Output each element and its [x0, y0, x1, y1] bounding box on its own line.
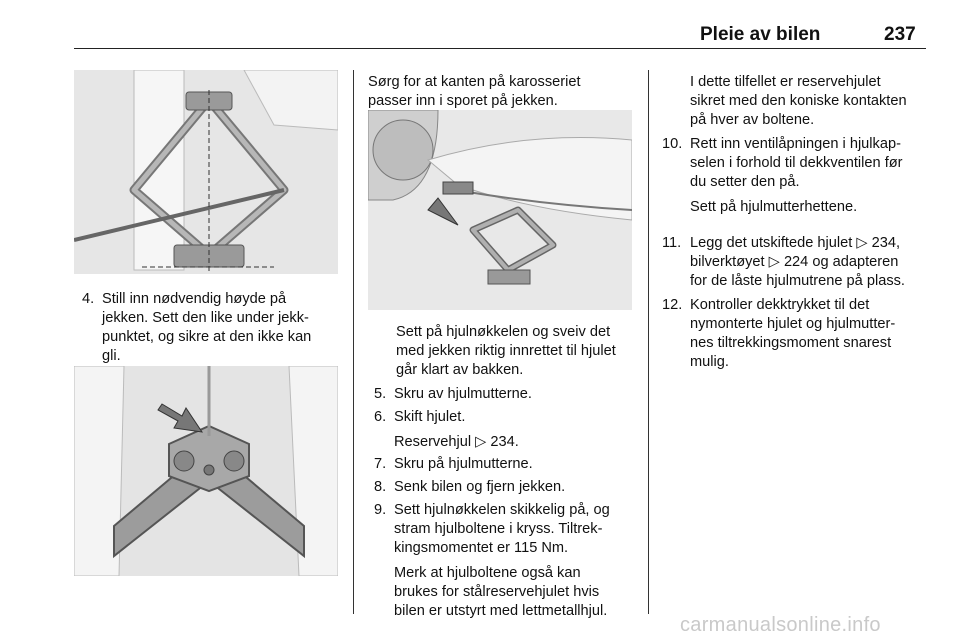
- step-text-line: stram hjulboltene i kryss. Tiltrek-: [394, 521, 603, 537]
- scissor-jack-illustration: [74, 70, 338, 274]
- step-number: 12.: [662, 297, 683, 313]
- figure-jack-under-sill: [368, 110, 632, 310]
- figure-jack-head: [74, 366, 338, 576]
- paragraph-line: sikret med den koniske kontakten: [690, 93, 907, 109]
- step-text-line: gli.: [102, 348, 121, 364]
- step-text-line: kingsmomentet er 115 Nm.: [394, 540, 569, 556]
- step-text-line: Kontroller dekktrykket til det: [690, 297, 870, 313]
- column-divider-1: [353, 70, 354, 614]
- header-rule: [74, 48, 926, 49]
- step-text: Skru av hjulmutterne.: [394, 386, 532, 402]
- step-number: 10.: [662, 136, 683, 152]
- step-text-line: Legg det utskiftede hjulet ▷ 234,: [690, 235, 901, 251]
- step-number: 6.: [374, 409, 387, 425]
- step-text-line: bilverktøyet ▷ 224 og adapteren: [690, 254, 899, 270]
- step-subtext-line: brukes for stålreservehjulet hvis: [394, 584, 600, 600]
- step-8: [374, 478, 644, 497]
- figure-scissor-jack: [74, 70, 338, 274]
- step-subtext-line: bilen er utstyrt med lettmetallhjul.: [394, 603, 608, 619]
- step-text: Skru på hjulmutterne.: [394, 456, 533, 472]
- step-10: [662, 135, 932, 215]
- step-number: 4.: [82, 291, 95, 307]
- paragraph-line: Sett på hjulnøkkelen og sveiv det: [396, 324, 611, 340]
- step-text-line: mulig.: [690, 354, 729, 370]
- step-6: [374, 408, 644, 450]
- step-text-line: du setter den på.: [690, 174, 800, 190]
- step-text-line: nes tiltrekkingsmoment snarest: [690, 335, 892, 351]
- step-number: 8.: [374, 479, 387, 495]
- step-text-line: jekken. Sett den like under jekk-: [102, 310, 309, 326]
- intro-paragraph: [368, 73, 646, 111]
- crank-paragraph: [396, 323, 646, 380]
- step-number: 7.: [374, 456, 387, 472]
- paragraph-line: med jekken riktig innrettet til hjulet: [396, 343, 616, 359]
- step-subtext: Sett på hjulmutterhettene.: [690, 199, 858, 215]
- step-text-line: Sett hjulnøkkelen skikkelig på, og: [394, 502, 610, 518]
- step-5: [374, 385, 644, 404]
- step-subtext: Reservehjul ▷ 234.: [394, 434, 519, 450]
- jack-under-sill-illustration: [368, 110, 632, 310]
- step-text: Skift hjulet.: [394, 409, 466, 425]
- page-number: 237: [884, 24, 916, 45]
- paragraph-line: passer inn i sporet på jekken.: [368, 93, 558, 109]
- step-text-line: Still inn nødvendig høyde på: [102, 291, 287, 307]
- step-text-line: punktet, og sikre at den ikke kan: [102, 329, 312, 345]
- paragraph-line: på hver av boltene.: [690, 112, 815, 128]
- paragraph-line: I dette tilfellet er reservehjulet: [690, 74, 881, 90]
- step-number: 9.: [374, 502, 387, 518]
- column-divider-2: [648, 70, 649, 614]
- step-7: [374, 455, 644, 474]
- jack-head-illustration: [74, 366, 338, 576]
- step-number: 11.: [662, 235, 682, 251]
- continuation-paragraph: [690, 73, 930, 130]
- step-11: [662, 234, 932, 291]
- step-9: [374, 501, 648, 619]
- step-12: [662, 296, 932, 372]
- step-text-line: for de låste hjulmutrene på plass.: [690, 273, 905, 289]
- step-number: 5.: [374, 386, 387, 402]
- footer-watermark: carmanualsonline.info: [680, 614, 881, 636]
- step-text: Senk bilen og fjern jekken.: [394, 479, 566, 495]
- paragraph-line: går klart av bakken.: [396, 362, 524, 378]
- step-4: [82, 290, 342, 366]
- page-header-title: Pleie av bilen: [700, 24, 821, 45]
- step-text-line: Rett inn ventilåpningen i hjulkap-: [690, 136, 901, 152]
- step-text-line: nymonterte hjulet og hjulmutter-: [690, 316, 896, 332]
- step-text-line: selen i forhold til dekkventilen før: [690, 155, 903, 171]
- step-subtext-line: Merk at hjulboltene også kan: [394, 565, 581, 581]
- paragraph-line: Sørg for at kanten på karosseriet: [368, 74, 581, 90]
